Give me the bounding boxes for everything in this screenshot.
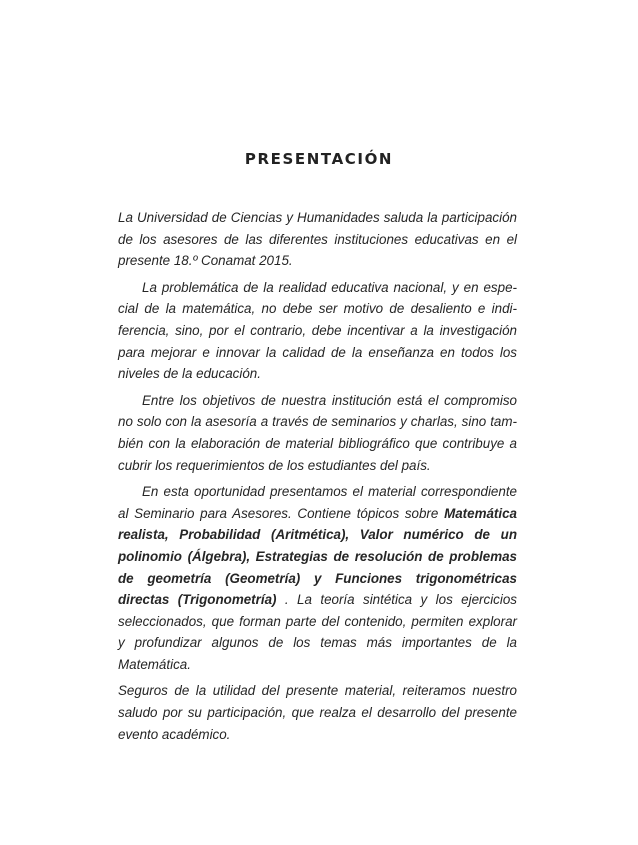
paragraph-objectives: Entre los objetivos de nuestra institución está el compromiso no solo con la asesoría a través de seminarios y charlas, sino también con la elaboración de material bibliográfico que contribuye a cubrir los requerimientos de los estudiantes del país. (118, 392, 517, 473)
page-title: PRESENTACIÓN (244, 150, 394, 168)
paragraph-content-topics: Matemática realista, Probabilidad (Aritmética), Valor numérico de un polinomio (Álgebra), Estrategias de resolución de problemas de geometría (Geometría) y Funciones trigonométricas directas (Trigonometría) (118, 505, 517, 608)
paragraph-content-tail: . La teoría sintética y los ejercicios seleccionados, que forman parte del contenido, permiten explorar y profundizar algunos de los temas más importantes de la Matemática. (118, 592, 517, 672)
paragraph-content (118, 481, 517, 675)
paragraph-closing: Seguros de la utilidad del presente material, reiteramos nuestro saludo por su participación, que realza el desarrollo del presente evento académico. (118, 683, 517, 742)
paragraph-content-lead: En esta oportunidad presentamos el material correspondiente al Seminario para Asesores. Contiene tópicos sobre (118, 484, 517, 521)
paragraph-intro: La Universidad de Ciencias y Humanidades saluda la participación de los asesores de las diferentes instituciones educativas en el presente 18.º Conamat 2015. (118, 210, 517, 269)
paragraph-problem: La problemática de la realidad educativa nacional, y en especial de la matemática, no debe ser motivo de desaliento e indiferencia, sino, por el contrario, debe incentivar a la investigación para mejorar e innovar la calidad de la enseñanza en todos los niveles de la educación. (118, 279, 517, 382)
body-text (118, 207, 517, 750)
